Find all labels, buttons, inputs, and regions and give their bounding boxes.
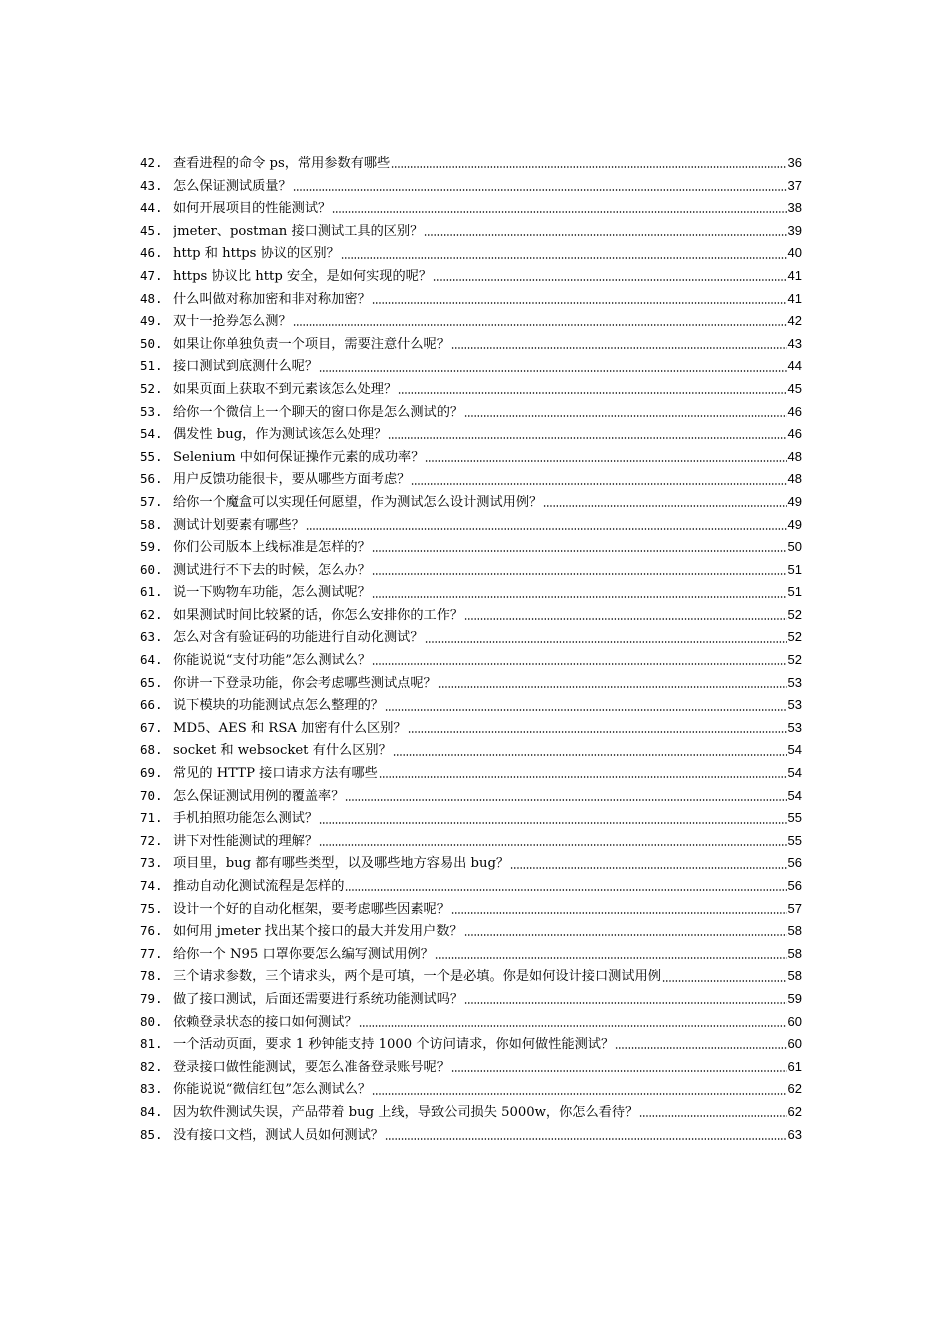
- table-of-contents: [140, 152, 802, 1146]
- dot-leader: [393, 754, 787, 756]
- dot-leader: [372, 302, 787, 304]
- toc-entry-number: 44.: [140, 200, 163, 216]
- dot-leader: [464, 934, 787, 936]
- toc-entry-title: 双十一抢券怎么测？: [173, 314, 292, 330]
- toc-entry-number: 59.: [140, 539, 163, 555]
- toc-entry[interactable]: [140, 649, 802, 672]
- toc-entry-number: 46.: [140, 245, 163, 261]
- toc-entry[interactable]: [140, 1056, 802, 1079]
- toc-entry-page-number: 37: [787, 177, 802, 193]
- toc-entry[interactable]: [140, 1124, 802, 1147]
- toc-entry-page-number: 61: [787, 1058, 802, 1074]
- toc-entry-title: 设计一个好的自动化框架，要考虑哪些因素呢？: [173, 901, 450, 917]
- toc-entry-page-number: 51: [787, 584, 802, 600]
- dot-leader: [451, 912, 787, 914]
- toc-entry-number: 56.: [140, 471, 163, 487]
- toc-entry[interactable]: [140, 514, 802, 537]
- toc-entry-number: 52.: [140, 380, 163, 396]
- dot-leader: [372, 573, 787, 575]
- toc-entry-number: 61.: [140, 584, 163, 600]
- toc-entry[interactable]: [140, 626, 802, 649]
- toc-entry-page-number: 52: [787, 629, 802, 645]
- toc-entry[interactable]: [140, 491, 802, 514]
- dot-leader: [372, 663, 786, 665]
- toc-entry-title: 三个请求参数，三个请求头，两个是可填，一个是必填。你是如何设计接口测试用例: [173, 969, 661, 985]
- dot-leader: [451, 347, 787, 349]
- toc-entry-number: 78.: [140, 968, 163, 984]
- toc-entry-title: 你讲一下登录功能，你会考虑哪些测试点呢？: [173, 675, 437, 691]
- toc-entry-title: 测试进行不下去的时候，怎么办？: [173, 562, 371, 578]
- dot-leader: [433, 279, 786, 281]
- toc-entry[interactable]: [140, 423, 802, 446]
- toc-entry-title: 测试计划要素有哪些？: [173, 517, 305, 533]
- toc-entry-page-number: 45: [787, 380, 802, 396]
- toc-entry-title: 接口测试到底测什么呢？: [173, 359, 319, 375]
- toc-entry[interactable]: [140, 288, 802, 311]
- toc-entry-title: 怎么保证测试用例的覆盖率？: [173, 788, 345, 804]
- dot-leader: [510, 867, 786, 869]
- toc-entry-title: 项目里，bug 都有哪些类型，以及哪些地方容易出 bug？: [173, 856, 510, 872]
- toc-entry-page-number: 53: [787, 697, 802, 713]
- toc-entry[interactable]: [140, 220, 802, 243]
- dot-leader: [319, 844, 786, 846]
- toc-entry-page-number: 42: [787, 313, 802, 329]
- toc-entry-title: 给你一个魔盒可以实现任何愿望，作为测试怎么设计测试用例？: [173, 494, 543, 510]
- toc-entry-page-number: 53: [787, 674, 802, 690]
- toc-entry[interactable]: [140, 604, 802, 627]
- toc-entry-number: 67.: [140, 719, 163, 735]
- toc-entry[interactable]: [140, 1011, 802, 1034]
- toc-entry-number: 73.: [140, 855, 163, 871]
- toc-entry[interactable]: [140, 242, 802, 265]
- toc-entry-number: 82.: [140, 1058, 163, 1074]
- toc-entry-number: 79.: [140, 990, 163, 1006]
- toc-entry-page-number: 52: [787, 606, 802, 622]
- dot-leader: [372, 1093, 786, 1095]
- toc-entry-number: 54.: [140, 426, 163, 442]
- toc-entry-title: 一个活动页面，要求 1 秒钟能支持 1000 个访问请求，你如何做性能测试？: [173, 1037, 615, 1053]
- dot-leader: [391, 166, 786, 168]
- toc-entry-number: 85.: [140, 1126, 163, 1142]
- toc-entry-title: 给你一个微信上一个聊天的窗口你是怎么测试的？: [173, 404, 464, 420]
- dot-leader: [293, 189, 787, 191]
- toc-entry-page-number: 54: [787, 787, 802, 803]
- toc-entry-number: 42.: [140, 155, 163, 170]
- toc-entry-page-number: 50: [787, 539, 802, 555]
- toc-entry-number: 60.: [140, 561, 163, 577]
- toc-entry[interactable]: [140, 265, 802, 288]
- toc-entry-page-number: 54: [787, 765, 802, 781]
- toc-entry-title: http 和 https 协议的区别？: [173, 246, 340, 262]
- toc-entry[interactable]: [140, 875, 802, 898]
- toc-entry-title: socket 和 websocket 有什么区别？: [173, 743, 392, 759]
- toc-entry[interactable]: [140, 355, 802, 378]
- toc-entry-page-number: 43: [787, 335, 802, 351]
- toc-entry-title: 怎么对含有验证码的功能进行自动化测试？: [173, 630, 424, 646]
- toc-entry-number: 45.: [140, 222, 163, 238]
- toc-entry[interactable]: [140, 830, 802, 853]
- toc-entry-title: 没有接口文档，测试人员如何测试？: [173, 1127, 384, 1143]
- toc-entry-number: 76.: [140, 923, 163, 939]
- toc-entry[interactable]: [140, 401, 802, 424]
- dot-leader: [345, 889, 786, 891]
- toc-entry-title: 怎么保证测试质量？: [173, 178, 292, 194]
- dot-leader: [662, 980, 787, 982]
- toc-entry[interactable]: [140, 694, 802, 717]
- toc-entry-number: 55.: [140, 448, 163, 464]
- toc-entry[interactable]: [140, 672, 802, 695]
- toc-entry-number: 75.: [140, 900, 163, 916]
- toc-entry-number: 47.: [140, 267, 163, 283]
- dot-leader: [451, 1070, 787, 1072]
- toc-entry-page-number: 36: [787, 155, 802, 170]
- dot-leader: [435, 957, 787, 959]
- toc-entry-title: 你能说说“微信红包”怎么测试么？: [173, 1082, 372, 1098]
- toc-entry-number: 51.: [140, 358, 163, 374]
- toc-entry-page-number: 59: [787, 990, 802, 1006]
- dot-leader: [425, 641, 787, 643]
- toc-entry[interactable]: [140, 197, 802, 220]
- toc-entry-page-number: 63: [787, 1126, 802, 1142]
- toc-entry-number: 65.: [140, 674, 163, 690]
- dot-leader: [438, 686, 787, 688]
- toc-entry-title: MD5、AES 和 RSA 加密有什么区别？: [173, 720, 407, 736]
- toc-entry-page-number: 55: [787, 810, 802, 826]
- dot-leader: [293, 324, 787, 326]
- toc-entry-page-number: 60: [787, 1013, 802, 1029]
- dot-leader: [385, 1138, 787, 1140]
- toc-entry-title: 推动自动化测试流程是怎样的: [173, 879, 345, 894]
- toc-entry-number: 43.: [140, 177, 163, 193]
- toc-entry-page-number: 58: [787, 923, 802, 939]
- toc-entry[interactable]: [140, 175, 802, 198]
- toc-entry[interactable]: [140, 943, 802, 966]
- toc-entry-page-number: 48: [787, 448, 802, 464]
- dot-leader: [372, 550, 787, 552]
- toc-entry-title: 做了接口测试，后面还需要进行系统功能测试吗？: [173, 991, 464, 1007]
- toc-entry-number: 71.: [140, 810, 163, 826]
- toc-entry-page-number: 56: [787, 878, 802, 893]
- dot-leader: [385, 709, 787, 711]
- dot-leader: [341, 257, 787, 259]
- toc-entry-number: 69.: [140, 765, 163, 781]
- toc-entry[interactable]: [140, 1101, 802, 1124]
- toc-entry-page-number: 62: [787, 1081, 802, 1097]
- toc-entry-title: 如果让你单独负责一个项目，需要注意什么呢？: [173, 336, 450, 352]
- toc-entry-number: 83.: [140, 1081, 163, 1097]
- toc-entry-page-number: 56: [787, 855, 802, 871]
- toc-entry[interactable]: [140, 852, 802, 875]
- toc-entry[interactable]: [140, 559, 802, 582]
- dot-leader: [411, 483, 786, 485]
- dot-leader: [543, 505, 786, 507]
- dot-leader: [464, 618, 786, 620]
- dot-leader: [359, 1025, 787, 1027]
- dot-leader: [639, 1115, 786, 1117]
- toc-entry-title: 你们公司版本上线标准是怎样的？: [173, 540, 371, 556]
- toc-entry[interactable]: [140, 378, 802, 401]
- toc-entry-page-number: 58: [787, 945, 802, 961]
- toc-entry-page-number: 57: [787, 900, 802, 916]
- toc-entry[interactable]: [140, 1078, 802, 1101]
- toc-entry-page-number: 46: [787, 403, 802, 419]
- toc-entry-page-number: 53: [787, 719, 802, 735]
- toc-entry-title: 常见的 HTTP 接口请求方法有哪些: [173, 766, 378, 782]
- toc-entry-page-number: 41: [787, 290, 802, 306]
- toc-entry-title: 什么叫做对称加密和非对称加密？: [173, 291, 371, 307]
- toc-entry-page-number: 62: [787, 1103, 802, 1119]
- toc-entry[interactable]: [140, 152, 802, 175]
- toc-entry-title: jmeter、postman 接口测试工具的区别？: [173, 223, 424, 239]
- toc-entry-page-number: 38: [787, 200, 802, 216]
- toc-entry-number: 63.: [140, 629, 163, 645]
- toc-entry[interactable]: [140, 468, 802, 491]
- toc-entry-page-number: 39: [787, 222, 802, 238]
- toc-entry-number: 74.: [140, 878, 163, 893]
- toc-entry-number: 50.: [140, 335, 163, 351]
- toc-entry-title: 登录接口做性能测试，要怎么准备登录账号呢？: [173, 1059, 450, 1075]
- toc-entry-number: 80.: [140, 1013, 163, 1029]
- dot-leader: [332, 211, 786, 213]
- toc-entry-number: 58.: [140, 516, 163, 532]
- dot-leader: [615, 1047, 786, 1049]
- toc-entry-page-number: 51: [787, 561, 802, 577]
- toc-entry-title: Selenium 中如何保证操作元素的成功率？: [173, 449, 425, 465]
- dot-leader: [398, 392, 786, 394]
- toc-entry-number: 64.: [140, 652, 163, 668]
- toc-entry-number: 81.: [140, 1036, 163, 1052]
- toc-entry-number: 72.: [140, 832, 163, 848]
- toc-entry[interactable]: [140, 739, 802, 762]
- toc-entry[interactable]: [140, 581, 802, 604]
- toc-entry-title: 依赖登录状态的接口如何测试？: [173, 1014, 358, 1030]
- toc-entry-title: 查看进程的命令 ps，常用参数有哪些: [173, 156, 391, 171]
- toc-entry-title: 偶发性 bug，作为测试该怎么处理？: [173, 427, 388, 443]
- toc-entry-page-number: 40: [787, 245, 802, 261]
- toc-entry-title: 用户反馈功能很卡，要从哪些方面考虑？: [173, 472, 411, 488]
- toc-entry-page-number: 48: [787, 471, 802, 487]
- toc-entry-title: 讲下对性能测试的理解？: [173, 833, 319, 849]
- toc-entry-number: 48.: [140, 290, 163, 306]
- toc-entry-page-number: 49: [787, 516, 802, 532]
- dot-leader: [424, 234, 786, 236]
- toc-entry[interactable]: [140, 446, 802, 469]
- toc-entry-page-number: 49: [787, 493, 802, 509]
- toc-entry[interactable]: [140, 536, 802, 559]
- dot-leader: [306, 528, 787, 530]
- toc-entry-number: 77.: [140, 945, 163, 961]
- toc-entry-title: 说下模块的功能测试点怎么整理的？: [173, 698, 384, 714]
- toc-entry-number: 68.: [140, 742, 163, 758]
- toc-entry-title: 你能说说“支付功能”怎么测试么？: [173, 653, 372, 669]
- toc-entry-number: 57.: [140, 493, 163, 509]
- toc-entry[interactable]: [140, 333, 802, 356]
- dot-leader: [372, 596, 787, 598]
- toc-entry-number: 66.: [140, 697, 163, 713]
- toc-entry[interactable]: [140, 920, 802, 943]
- toc-entry-title: 如何开展项目的性能测试？: [173, 201, 332, 217]
- dot-leader: [464, 1002, 786, 1004]
- toc-entry[interactable]: [140, 1033, 802, 1056]
- dot-leader: [408, 731, 787, 733]
- toc-entry-page-number: 52: [787, 652, 802, 668]
- dot-leader: [319, 370, 786, 372]
- toc-entry-title: 如果测试时间比较紧的话，你怎么安排你的工作？: [173, 607, 464, 623]
- dot-leader: [379, 776, 787, 778]
- toc-entry-title: https 协议比 http 安全，是如何实现的呢？: [173, 268, 433, 284]
- dot-leader: [388, 437, 786, 439]
- toc-entry-page-number: 41: [787, 267, 802, 283]
- toc-entry-page-number: 54: [787, 742, 802, 758]
- dot-leader: [425, 460, 786, 462]
- dot-leader: [319, 822, 786, 824]
- toc-entry[interactable]: [140, 310, 802, 333]
- toc-entry-number: 62.: [140, 606, 163, 622]
- toc-entry[interactable]: [140, 762, 802, 785]
- toc-entry-number: 70.: [140, 787, 163, 803]
- toc-entry[interactable]: [140, 988, 802, 1011]
- toc-entry[interactable]: [140, 807, 802, 830]
- toc-entry-title: 说一下购物车功能，怎么测试呢？: [173, 585, 371, 601]
- toc-entry[interactable]: [140, 965, 802, 988]
- toc-entry-title: 给你一个 N95 口罩你要怎么编写测试用例？: [173, 946, 434, 962]
- toc-entry-title: 如何用 jmeter 找出某个接口的最大并发用户数？: [173, 924, 463, 940]
- toc-entry-title: 手机拍照功能怎么测试？: [173, 811, 319, 827]
- toc-entry[interactable]: [140, 785, 802, 808]
- toc-entry-page-number: 44: [787, 358, 802, 374]
- toc-entry[interactable]: [140, 717, 802, 740]
- dot-leader: [464, 415, 786, 417]
- toc-entry-title: 因为软件测试失误，产品带着 bug 上线，导致公司损失 5000w，你怎么看待？: [173, 1104, 639, 1120]
- toc-entry-page-number: 58: [787, 968, 802, 984]
- toc-entry-number: 53.: [140, 403, 163, 419]
- toc-entry-page-number: 60: [787, 1036, 802, 1052]
- toc-entry-page-number: 46: [787, 426, 802, 442]
- toc-entry-page-number: 55: [787, 832, 802, 848]
- dot-leader: [345, 799, 786, 801]
- toc-entry-title: 如果页面上获取不到元素该怎么处理？: [173, 381, 398, 397]
- toc-entry[interactable]: [140, 898, 802, 921]
- toc-entry-number: 84.: [140, 1103, 163, 1119]
- toc-entry-number: 49.: [140, 313, 163, 329]
